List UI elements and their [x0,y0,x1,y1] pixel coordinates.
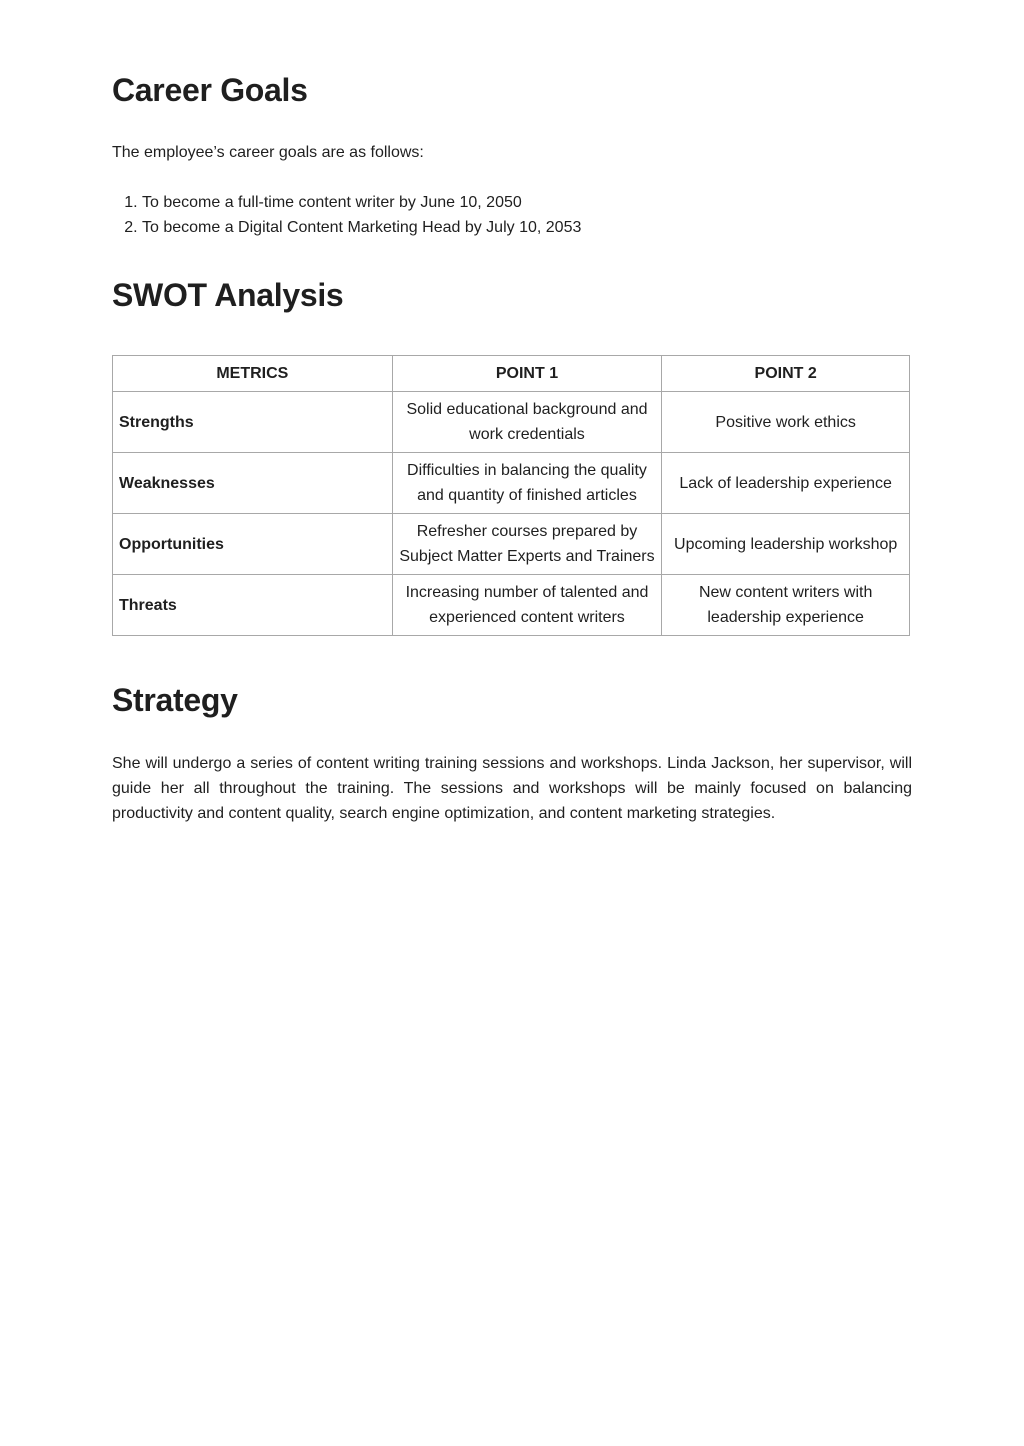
point-1-cell: Refresher courses prepared by Subject Matter Experts and Trainers [392,514,662,575]
point-2-cell: Positive work ethics [662,392,910,453]
swot-heading: SWOT Analysis [112,277,344,313]
point-2-cell: New content writers with leadership experience [662,575,910,636]
column-header-point-2: POINT 2 [662,356,910,392]
career-goals-heading: Career Goals [112,72,308,108]
table-row [113,453,910,514]
table-header-row [113,356,910,392]
career-goals-list [112,190,581,240]
table-row [113,392,910,453]
column-header-point-1: POINT 1 [392,356,662,392]
table-row [113,514,910,575]
metric-cell: Strengths [113,392,393,453]
list-item: 2. To become a Digital Content Marketing Head by July 10, 2053 [142,215,581,240]
point-1-cell: Increasing number of talented and experienced content writers [392,575,662,636]
list-item: 1. To become a full-time content writer by June 10, 2050 [142,190,581,215]
metric-cell: Weaknesses [113,453,393,514]
strategy-paragraph: She will undergo a series of content writing training sessions and workshops. Linda Jackson, her supervisor, will guide her all throughout the training. The sessions and workshops will be mainly focused on balancing productivity and content quality, search engine optimization, and content marketing strategies. [112,755,912,822]
column-header-metrics: METRICS [113,356,393,392]
career-goals-intro: The employee’s career goals are as follows: [112,144,424,161]
point-1-cell: Difficulties in balancing the quality and quantity of finished articles [392,453,662,514]
table-row [113,575,910,636]
point-1-cell: Solid educational background and work credentials [392,392,662,453]
point-2-cell: Lack of leadership experience [662,453,910,514]
strategy-heading: Strategy [112,682,238,718]
point-2-cell: Upcoming leadership workshop [662,514,910,575]
metric-cell: Opportunities [113,514,393,575]
metric-cell: Threats [113,575,393,636]
swot-table [112,355,910,636]
